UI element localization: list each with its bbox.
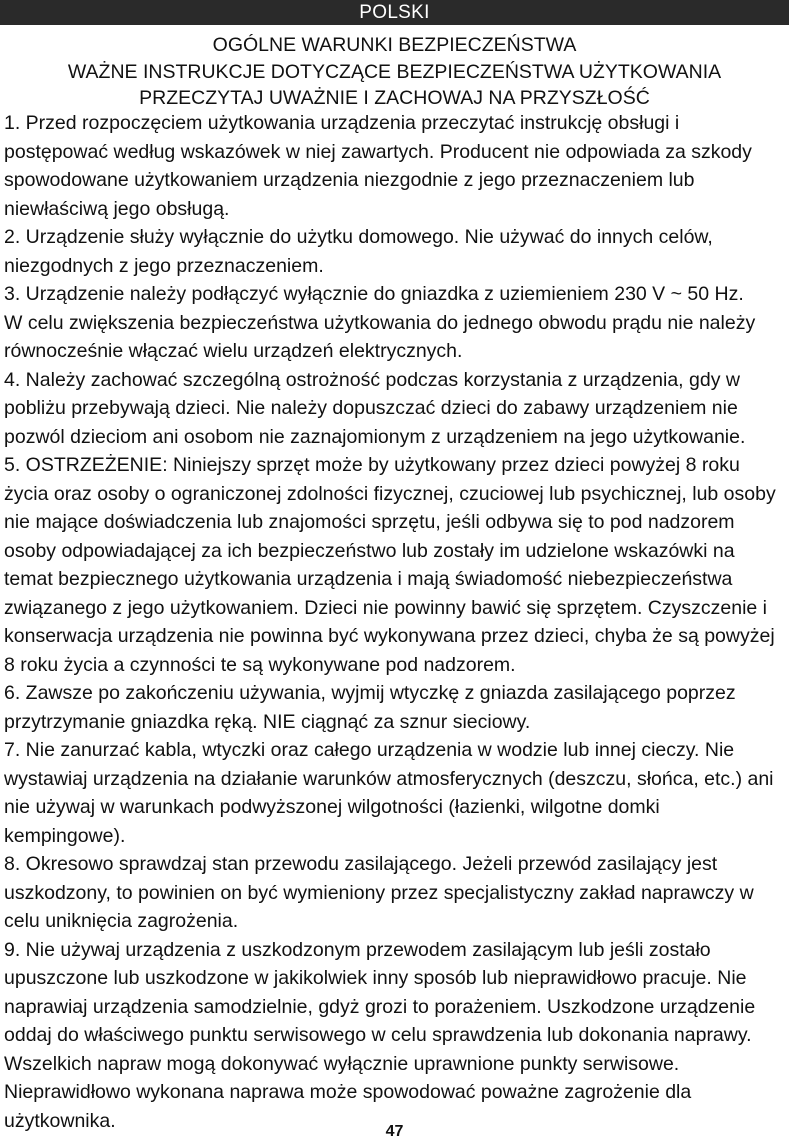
instruction-line: 5. OSTRZEŻENIE: Niniejszy sprzęt może by użytkowany przez dzieci powyżej 8 roku: [4, 454, 740, 476]
instruction-item: [4, 850, 789, 936]
section-title: OGÓLNE WARUNKI BEZPIECZEŃSTWA: [212, 34, 577, 56]
instruction-item: [4, 679, 789, 736]
page-number: 47: [385, 1123, 404, 1140]
instruction-line: osoby odpowiadającej za ich bezpieczeństwo lub zostały im udzielone wskazówki na: [4, 539, 735, 562]
language-header-bar: [0, 0, 789, 25]
instruction-item: [4, 280, 789, 366]
section-headings: [0, 32, 789, 112]
instruction-line: niezgodnych z jego przeznaczeniem.: [4, 254, 324, 277]
instruction-item: [4, 366, 789, 452]
instruction-line: W celu zwiększenia bezpieczeństwa użytkowania do jednego obwodu prądu nie należy: [4, 311, 756, 334]
instruction-line: 2. Urządzenie służy wyłącznie do użytku domowego. Nie używać do innych celów,: [4, 226, 713, 248]
instruction-line: uszkodzony, to powinien on być wymieniony przez specjalistyczny zakład naprawczy w: [4, 881, 754, 904]
instruction-line: naprawiaj urządzenia samodzielnie, gdyż grozi to porażeniem. Uszkodzone urządzenie: [4, 995, 756, 1018]
instruction-line: równocześnie włączać wielu urządzeń elektrycznych.: [4, 340, 463, 362]
instruction-line: Wszelkich napraw mogą dokonywać wyłącznie uprawnione punkty serwisowe.: [4, 1052, 680, 1075]
instruction-line: konserwacja urządzenia nie powinna być wykonywana przez dzieci, chyba że są powyżej: [4, 625, 775, 647]
instruction-line: 8. Okresowo sprawdzaj stan przewodu zasilającego. Jeżeli przewód zasilający jest: [4, 853, 718, 875]
instruction-line: 9. Nie używaj urządzenia z uszkodzonym przewodem zasilającym lub jeśli zostało: [4, 938, 711, 961]
instruction-line: pozwól dzieciom ani osobom nie zaznajomionym z urządzeniem na jego użytkowanie.: [4, 425, 746, 448]
instruction-line: związanego z jego użytkowaniem. Dzieci nie powinny bawić się sprzętem. Czyszczenie i: [4, 596, 767, 619]
instruction-line: użytkownika.: [4, 1109, 116, 1132]
instruction-item: [4, 451, 789, 679]
instruction-line: celu uniknięcia zagrożenia.: [4, 910, 239, 932]
language-label: POLSKI: [359, 2, 430, 23]
instruction-line: wystawiaj urządzenia na działanie warunków atmosferycznych (deszczu, słońca, etc.) ani: [4, 767, 774, 790]
instruction-line: temat bezpiecznego użytkowania urządzenia i mają świadomość niebezpieczeństwa: [4, 568, 733, 590]
instruction-line: nie używaj w warunkach podwyższonej wilgotności (łazienki, wilgotne domki: [4, 796, 660, 818]
section-subtitle: WAŻNE INSTRUKCJE DOTYCZĄCE BEZPIECZEŃSTWA UŻYTKOWANIA: [67, 60, 722, 83]
instruction-line: nie mające doświadczenia lub znajomości sprzętu, jeśli odbywa się to pod nadzorem: [4, 511, 735, 533]
instruction-item: [4, 223, 789, 280]
instruction-line: pobliżu przebywają dzieci. Nie należy dopuszczać dzieci do zabawy urządzeniem nie: [4, 397, 738, 419]
instruction-line: 1. Przed rozpoczęciem użytkowania urządzenia przeczytać instrukcję obsługi i: [4, 112, 680, 134]
instruction-line: 6. Zawsze po zakończeniu używania, wyjmij wtyczkę z gniazda zasilającego poprzez: [4, 682, 736, 704]
instruction-line: Nieprawidłowo wykonana naprawa może spowodować poważne zagrożenie dla: [4, 1081, 692, 1103]
instruction-line: postępować według wskazówek w niej zawartych. Producent nie odpowiada za szkody: [4, 140, 752, 163]
instruction-line: upuszczone lub uszkodzone w jakikolwiek inny sposób lub nieprawidłowo pracuje. Nie: [4, 967, 747, 989]
instruction-line: 4. Należy zachować szczególną ostrożność podczas korzystania z urządzenia, gdy w: [4, 368, 740, 391]
instruction-line: oddaj do właściwego punktu serwisowego w celu sprawdzenia lub dokonania naprawy.: [4, 1024, 752, 1046]
instruction-line: spowodowane użytkowaniem urządzenia niezgodnie z jego przeznaczeniem lub: [4, 169, 695, 191]
instruction-line: życia oraz osoby o ograniczonej zdolności fizycznej, czuciowej lub psychicznej, lub osoby: [4, 482, 776, 505]
instruction-item: [4, 109, 789, 223]
instruction-item: [4, 736, 789, 850]
instruction-line: 3. Urządzenie należy podłączyć wyłącznie do gniazdka z uziemieniem 230 V ~ 50 Hz.: [4, 283, 744, 305]
instruction-line: przytrzymanie gniazdka ręką. NIE ciągnąć za sznur sieciowy.: [4, 710, 531, 733]
instruction-line: 7. Nie zanurzać kabla, wtyczki oraz całego urządzenia w wodzie lub innej cieczy. Nie: [4, 739, 735, 761]
instruction-line: niewłaściwą jego obsługą.: [4, 197, 230, 220]
safety-instructions-list: [4, 109, 789, 1135]
section-instruction: PRZECZYTAJ UWAŻNIE I ZACHOWAJ NA PRZYSZŁOŚĆ: [139, 87, 650, 109]
instruction-item: [4, 936, 789, 1136]
instruction-line: kempingowe).: [4, 824, 126, 847]
instruction-line: 8 roku życia a czynności te są wykonywane pod nadzorem.: [4, 653, 516, 676]
